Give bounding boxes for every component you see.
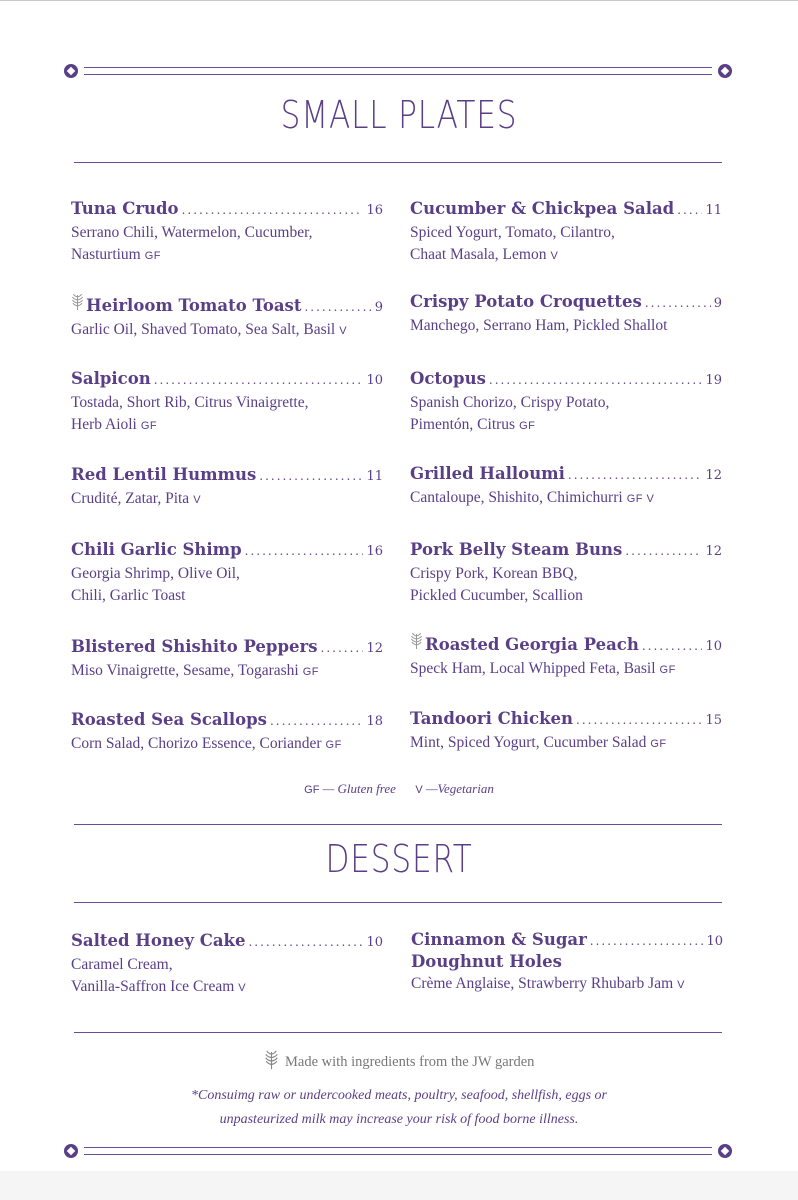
item-name: Red Lentil Hummus: [71, 465, 257, 484]
item-description-line: Nasturtium: [71, 246, 141, 263]
dot-leader: [576, 709, 702, 731]
diet-tag: GF: [650, 738, 667, 750]
garden-note-text: Made with ingredients from the JW garden: [285, 1054, 535, 1070]
item-description-line: Crispy Pork, Korean BBQ,: [410, 565, 578, 582]
dot-leader: [677, 199, 702, 221]
item-description: [71, 563, 383, 607]
item-price: 19: [705, 373, 722, 388]
dot-leader: [182, 199, 364, 221]
item-description: [410, 315, 722, 337]
diet-tag: GF V: [626, 493, 655, 505]
item-price: 18: [366, 714, 383, 729]
item-name: Pork Belly Steam Buns: [410, 540, 623, 559]
item-price: 16: [366, 203, 383, 218]
legend-v-abbr: V: [415, 784, 423, 796]
menu-item: [410, 291, 722, 337]
menu-item: [71, 368, 383, 437]
divider: [74, 1032, 722, 1033]
dot-leader: [259, 465, 363, 487]
item-price: 10: [706, 934, 723, 949]
dot-leader: [645, 292, 711, 314]
item-description: [71, 733, 383, 756]
item-name: Roasted Sea Scallops: [71, 710, 267, 729]
item-description: [410, 222, 722, 267]
item-description: [71, 660, 383, 683]
warning-line: *Consuimg raw or undercooked meats, poultry, seafood, shellfish, eggs or: [191, 1088, 607, 1103]
menu-item: [410, 463, 722, 510]
diet-tag: GF: [519, 420, 536, 432]
dot-leader: [248, 931, 363, 953]
diet-tag: V: [193, 494, 202, 506]
menu-item: [71, 293, 383, 342]
item-name-line2: Doughnut Holes: [411, 952, 562, 971]
garden-note: [0, 1049, 798, 1071]
diet-tag: GF: [302, 666, 319, 678]
item-description: [71, 392, 383, 437]
item-price: 12: [705, 468, 722, 483]
menu-item: [71, 539, 383, 607]
diet-tag: V: [238, 982, 247, 994]
menu-item: [71, 636, 383, 683]
item-description: [410, 732, 722, 755]
dot-leader: [489, 369, 703, 391]
health-warning: [0, 1084, 798, 1132]
item-description: [410, 392, 722, 437]
diet-legend: [0, 781, 798, 797]
leaf-icon: [71, 293, 84, 311]
menu-item: [410, 539, 722, 607]
item-price: 10: [366, 935, 383, 950]
bottom-border: [84, 1147, 712, 1155]
dot-leader: [590, 930, 704, 952]
item-name: Salpicon: [71, 369, 151, 388]
item-price: 12: [366, 641, 383, 656]
item-description-line: Speck Ham, Local Whipped Feta, Basil: [410, 660, 656, 677]
menu-item: [410, 632, 722, 681]
item-price: 11: [366, 469, 383, 484]
divider: [74, 824, 722, 825]
warning-line: unpasteurized milk may increase your risk of food borne illness.: [219, 1112, 579, 1127]
item-price: 10: [366, 373, 383, 388]
item-description: [71, 954, 383, 999]
item-price: 9: [374, 300, 383, 315]
menu-item: [71, 930, 383, 999]
dot-leader: [625, 540, 702, 562]
item-description-line: Garlic Oil, Shaved Tomato, Sea Salt, Basil: [71, 321, 336, 338]
top-border: [84, 67, 712, 75]
item-description-line: Mint, Spiced Yogurt, Cucumber Salad: [410, 734, 647, 751]
item-description-line: Crème Anglaise, Strawberry Rhubarb Jam: [411, 975, 674, 992]
dot-leader: [154, 369, 364, 391]
item-name: Cinnamon & Sugar: [411, 930, 587, 949]
item-price: 10: [705, 639, 722, 654]
item-name: Roasted Georgia Peach: [425, 635, 639, 654]
item-description-line: Georgia Shrimp, Olive Oil,: [71, 565, 240, 582]
legend-v-text: —Vegetarian: [425, 781, 494, 796]
item-price: 12: [705, 544, 722, 559]
item-description: [410, 563, 722, 607]
item-name: Grilled Halloumi: [410, 464, 565, 483]
dot-leader: [270, 710, 363, 732]
item-name: Tuna Crudo: [71, 199, 179, 218]
item-description-line: Herb Aioli: [71, 416, 137, 433]
item-description-line: Caramel Cream,: [71, 956, 173, 973]
item-name: Heirloom Tomato Toast: [86, 296, 302, 315]
item-description-line: Chaat Masala, Lemon: [410, 246, 547, 263]
legend-gf-abbr: GF: [304, 784, 320, 796]
menu-item: [410, 368, 722, 437]
item-description-line: Miso Vinaigrette, Sesame, Togarashi: [71, 662, 299, 679]
diet-tag: GF: [144, 250, 162, 262]
dot-leader: [245, 540, 364, 562]
item-price: 15: [705, 713, 722, 728]
item-description-line: Pickled Cucumber, Scallion: [410, 587, 583, 604]
menu-item: [411, 929, 723, 996]
item-description-line: Vanilla-Saffron Ice Cream: [71, 978, 235, 995]
item-description: [410, 487, 722, 510]
diet-tag: V: [677, 979, 685, 991]
diet-tag: V: [550, 250, 559, 262]
divider: [74, 162, 722, 163]
item-price: 9: [713, 296, 722, 311]
item-description-line: Tostada, Short Rib, Citrus Vinaigrette,: [71, 394, 309, 411]
item-description-line: Spanish Chorizo, Crispy Potato,: [410, 394, 610, 411]
leaf-icon: [410, 632, 423, 650]
item-description-line: Crudité, Zatar, Pita: [71, 490, 190, 507]
item-description-line: Pimentón, Citrus: [410, 416, 516, 433]
dot-leader: [568, 464, 703, 486]
dot-leader: [321, 637, 364, 659]
item-price: 16: [366, 544, 383, 559]
ornament-icon: [718, 1144, 732, 1158]
menu-item: [71, 709, 383, 756]
diet-tag: GF: [140, 420, 158, 432]
diet-tag: V: [339, 325, 348, 337]
item-description: [71, 319, 383, 342]
menu-item: [410, 708, 722, 755]
diet-tag: GF: [659, 664, 676, 676]
dessert-title: DESSERT: [325, 837, 473, 881]
item-description-line: Cantaloupe, Shishito, Chimichurri: [410, 489, 623, 506]
item-name: Blistered Shishito Peppers: [71, 637, 318, 656]
menu-item: [71, 464, 383, 511]
item-name: Cucumber & Chickpea Salad: [410, 199, 675, 218]
item-name: Chili Garlic Shimp: [71, 540, 242, 559]
item-name: Tandoori Chicken: [410, 709, 574, 728]
item-price: 11: [705, 203, 722, 218]
legend-gf-text: — Gluten free: [322, 781, 396, 796]
item-name: Salted Honey Cake: [71, 931, 246, 950]
menu-item: [71, 198, 383, 267]
item-description-line: Corn Salad, Chorizo Essence, Coriander: [71, 735, 322, 752]
menu-item: [410, 198, 722, 267]
dot-leader: [642, 635, 703, 657]
ornament-icon: [64, 64, 78, 78]
item-description: [411, 973, 723, 996]
item-description-line: Serrano Chili, Watermelon, Cucumber,: [71, 224, 313, 241]
item-name: Crispy Potato Croquettes: [410, 292, 642, 311]
small-plates-title: SMALL PLATES: [280, 93, 518, 137]
dot-leader: [304, 296, 371, 318]
ornament-icon: [718, 64, 732, 78]
item-description-line: Spiced Yogurt, Tomato, Cilantro,: [410, 224, 615, 241]
item-name: Octopus: [410, 369, 486, 388]
diet-tag: GF: [325, 739, 342, 751]
item-description: [71, 488, 383, 511]
item-description-line: Chili, Garlic Toast: [71, 587, 186, 604]
divider: [74, 902, 722, 903]
ornament-icon: [64, 1144, 78, 1158]
item-description: [410, 658, 722, 681]
item-description: [71, 222, 383, 267]
item-description-line: Manchego, Serrano Ham, Pickled Shallot: [410, 317, 668, 334]
leaf-icon: [264, 1049, 279, 1071]
